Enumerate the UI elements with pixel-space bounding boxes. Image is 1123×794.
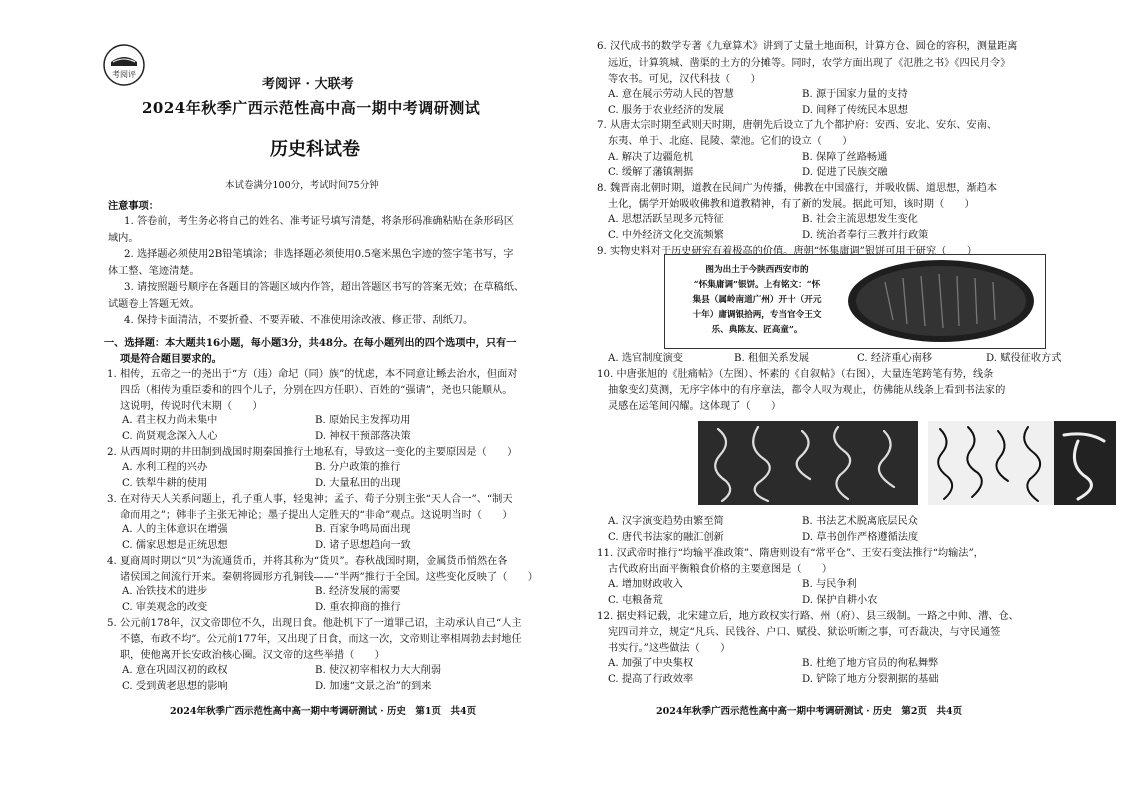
q9-option-d[interactable]: D. 赋役征收方式 [986,353,1062,364]
q11-option-d[interactable]: D. 保护自耕小农 [802,595,878,606]
q3-option-a[interactable]: A. 人的主体意识在增强 [122,524,228,535]
question-6-line: 等农书。可见，汉代科技（ ） [608,74,761,85]
q11-option-a[interactable]: A. 增加财政收入 [608,579,683,590]
logo-text: 考阅评 [112,70,136,79]
silver-cake-image [845,258,1037,344]
question-8-line: 土化，儒学开始吸收佛教和道教精神，有了新的发展。据此可知，该时期（ ） [608,199,975,210]
q10-option-a[interactable]: A. 汉字演变趋势由繁至简 [608,516,724,527]
q10-option-b[interactable]: B. 书法艺术脱离底层民众 [802,516,918,527]
q8-option-d[interactable]: D. 统治者奉行三教并行政策 [802,230,929,241]
q9-option-c[interactable]: C. 经济重心南移 [857,353,933,364]
exam-info: 本试卷满分100分，考试时间75分钟 [225,180,379,191]
right-page [562,0,1123,794]
q12-option-b[interactable]: B. 杜绝了地方官员的徇私舞弊 [802,658,939,669]
q3-option-b[interactable]: B. 百家争鸣局面出现 [315,524,411,535]
q2-option-d[interactable]: D. 大量私田的出现 [315,478,401,489]
q7-option-c[interactable]: C. 缓解了藩镇割据 [608,167,694,178]
q6-option-d[interactable]: D. 间释了传统民本思想 [802,105,908,116]
question-2-line: 2. 从西周时期的井田制到战国时期秦国推行土地私有，导致这一变化的主要原因是（ ） [107,447,518,458]
q2-option-b[interactable]: B. 分户政策的推行 [315,462,401,473]
question-11-line: 11. 汉武帝时推行“均输平准政策”、隋唐则设有“常平仓”、王安石变法推行“均输法”， [597,548,984,559]
q1-option-c[interactable]: C. 尚贤观念深入人心 [122,431,218,442]
q5-option-a[interactable]: A. 意在巩固汉初的政权 [122,665,228,676]
q7-option-a[interactable]: A. 解决了边疆危机 [608,152,694,163]
q12-option-c[interactable]: C. 提高了行政效率 [608,674,694,685]
q7-option-b[interactable]: B. 保障了丝路畅通 [802,152,888,163]
question-3-line: 命而用之”；韩非子主张无神论；墨子提出人定胜天的“非命”观点。这说明当时（ ） [120,510,513,521]
q8-option-a[interactable]: A. 思想活跃呈现多元特征 [608,214,724,225]
question-3-line: 3. 在对待天人关系问题上，孔子重人事，轻鬼神；孟子、荀子分别主张“天人合一”、“制天 [107,494,513,505]
page-footer: 2024年秋季广西示范性高中高一期中考调研测试 · 历史 第2页 共4页 [656,706,963,717]
q9-caption [673,263,841,338]
calligraphy-right-image [928,421,1116,505]
question-5-line: 5. 公元前178年，汉文帝即位不久，出现日食。他赴机下了一道罪己诏，主动承认自己“人主 [107,618,522,629]
question-1-line: 1. 相传，五帝之一的尧出于“方（违）命圮（同）族”的忧虑，本不同意让鲧去治水，但面对 [107,369,518,380]
q9-figure [664,254,1046,349]
q5-option-d[interactable]: D. 加速“文景之治”的到来 [315,681,432,692]
question-12-line: 12. 据史料记载，北宋建立后，地方政权实行路、州（府）、县三级制。一路之中帅、漕、仓、 [597,611,1019,622]
q9-option-b[interactable]: B. 租佃关系发展 [734,353,810,364]
q4-option-b[interactable]: B. 经济发展的需要 [315,586,401,597]
question-5-line: 不德，布政不均”。公元前177年，又出现了日食，而这一次，文帝则让率相周勃去封地任 [120,634,522,645]
question-5-line: 职，使他离开长安政治核心圈。汉文帝的这些举措（ ） [120,650,385,661]
q11-option-c[interactable]: C. 屯粮备荒 [608,595,663,606]
q4-option-c[interactable]: C. 审美观念的改变 [122,602,208,613]
q2-option-c[interactable]: C. 铁犁牛耕的使用 [122,478,208,489]
q1-option-a[interactable]: A. 君主权力尚未集中 [122,415,218,426]
q8-option-b[interactable]: B. 社会主流思想发生变化 [802,214,918,225]
caption-line: 图为出土于今陕西西安市的 [705,265,809,275]
section-heading: 一、选择题：本大题共16小题，每小题3分，共48分。在每小题列出的四个选项中，只有一 [104,337,517,349]
q1-option-b[interactable]: B. 原始民主发挥功用 [315,415,411,426]
question-10-line: 灵感在运笔间闪耀。这体现了（ ） [608,401,782,412]
note-line: 体工整、笔迹清楚。 [108,266,200,277]
page-footer: 2024年秋季广西示范性高中高一期中考调研测试 · 历史 第1页 共4页 [170,706,477,717]
question-8-line: 8. 魏晋南北朝时期，道教在民间广为传播，佛教在中国盛行，并吸收儒、道思想，渐趋本 [597,183,998,194]
question-10-line: 10. 中唐张旭的《肚痛帖》（左图）、怀素的《自叙帖》（右图），大量连笔跨笔有势，线条 [597,369,994,380]
exam-logo [103,44,145,86]
q3-option-c[interactable]: C. 儒家思想是正统思想 [122,540,228,551]
note-line: 1. 答卷前，考生务必将自己的姓名、准考证号填写清楚，将条形码准确粘贴在条形码区 [124,216,514,227]
q5-option-c[interactable]: C. 受到黄老思想的影响 [122,681,228,692]
notes-heading: 注意事项： [108,200,159,212]
question-4-line: 4. 夏商周时期以“贝”为流通货币，并将其称为“货贝”。春秋战国时期，金属货币悄然在各 [107,556,508,567]
subject-title: 历史科试卷 [270,139,360,160]
q3-option-d[interactable]: D. 诸子思想趋向一致 [315,540,411,551]
exam-series: 考阅评 · 大联考 [262,77,354,92]
q6-option-a[interactable]: A. 意在展示劳动人民的智慧 [608,89,734,100]
q6-option-b[interactable]: B. 源于国家力量的支持 [802,89,908,100]
question-1-line: 这说明，传说时代末期（ ） [120,401,263,412]
question-6-line: 6. 汉代成书的数学专著《九章算术》讲到了丈量土地面积，计算方仓、圆仓的容积，测量距离 [597,41,1018,52]
q6-option-c[interactable]: C. 服务于农业经济的发展 [608,105,724,116]
note-line: 2. 选择题必须使用2B铅笔填涂；非选择题必须使用0.5毫米黑色字迹的签字笔书写，字 [124,249,514,260]
exam-title: 2024年秋季广西示范性高中高一期中考调研测试 [142,99,481,117]
caption-line: 十年）庸调银拾两，专当官令王文 [692,310,822,320]
q9-option-a[interactable]: A. 选官制度演变 [608,353,683,364]
q11-option-b[interactable]: B. 与民争利 [802,579,857,590]
question-1-line: 四岳（相传为重臣委和的四个儿子，分别在四方任职）、百姓的“强请”，尧也只能顺从。 [120,385,513,396]
section-heading-cont: 项是符合题目要求的。 [120,353,222,365]
note-line: 4. 保持卡面清洁，不要折叠、不要弄破、不准使用涂改液、修正带、刮纸刀。 [124,315,474,326]
q10-option-d[interactable]: D. 草书创作严格遵循法度 [802,532,919,543]
question-10-line: 抽象变幻莫测，无序字体中的有序章法，都令人叹为观止，仿佛能从线条上看到书法家的 [608,385,1006,396]
note-line: 域内。 [108,233,139,244]
question-12-line: 宪四司并立，规定“凡兵、民钱谷、户口、赋役、狱讼听断之事，可否裁决，与守民通签 [608,627,1001,638]
q2-option-a[interactable]: A. 水利工程的兴办 [122,462,208,473]
q4-option-d[interactable]: D. 重农抑商的推行 [315,602,401,613]
question-6-line: 远近，计算筑城、凿渠的土方的分摊等。同时，农学方面出现了《氾胜之书》《四民月令》 [608,58,1011,69]
note-line: 试题卷上答题无效。 [108,299,200,310]
q7-option-d[interactable]: D. 促进了民族交融 [802,167,888,178]
q12-option-a[interactable]: A. 加强了中央集权 [608,658,694,669]
question-11-line: 古代政府出面平衡粮食价格的主要意图是（ ） [608,564,833,575]
q10-option-c[interactable]: C. 唐代书法家的融汇创新 [608,532,724,543]
question-7-line: 东夷、单于、北庭、昆陵、蒙池。它们的设立（ ） [608,136,853,147]
left-page [0,0,560,794]
question-7-line: 7. 从唐太宗时期至武则天时期，唐朝先后设立了九个都护府：安西、安北、安东、安南、 [597,120,998,131]
note-line: 3. 请按照题号顺序在各题目的答题区域内作答，超出答题区书写的答案无效；在草稿纸、 [124,282,525,293]
q12-option-d[interactable]: D. 铲除了地方分裂割据的基础 [802,674,939,685]
caption-line: 乐、典陈友、匠高童”。 [711,325,803,335]
q1-option-d[interactable]: D. 神权干预部落决策 [315,431,411,442]
q5-option-b[interactable]: B. 使汉初宰相权力大大削弱 [315,665,442,676]
question-12-line: 书实行。”这些做法（ ） [608,643,731,654]
question-4-line: 诸侯国之间流行开来。秦朝将圆形方孔铜钱——“半两”推行于全国。这些变化反映了（ ） [120,572,538,583]
caption-line: 集县（属岭南道广州）开十（开元 [692,295,822,305]
q4-option-a[interactable]: A. 冶铁技术的进步 [122,586,208,597]
q8-option-c[interactable]: C. 中外经济文化交流频繁 [608,230,724,241]
calligraphy-left-image [698,421,918,505]
question-9-line: 9. 实物史料对于历史研究有着极高的价值。唐朝“怀集庸调”银饼可用于研究（ ） [597,246,977,257]
caption-line: “怀集庸调”银饼。上有铭文：“怀 [693,280,821,290]
